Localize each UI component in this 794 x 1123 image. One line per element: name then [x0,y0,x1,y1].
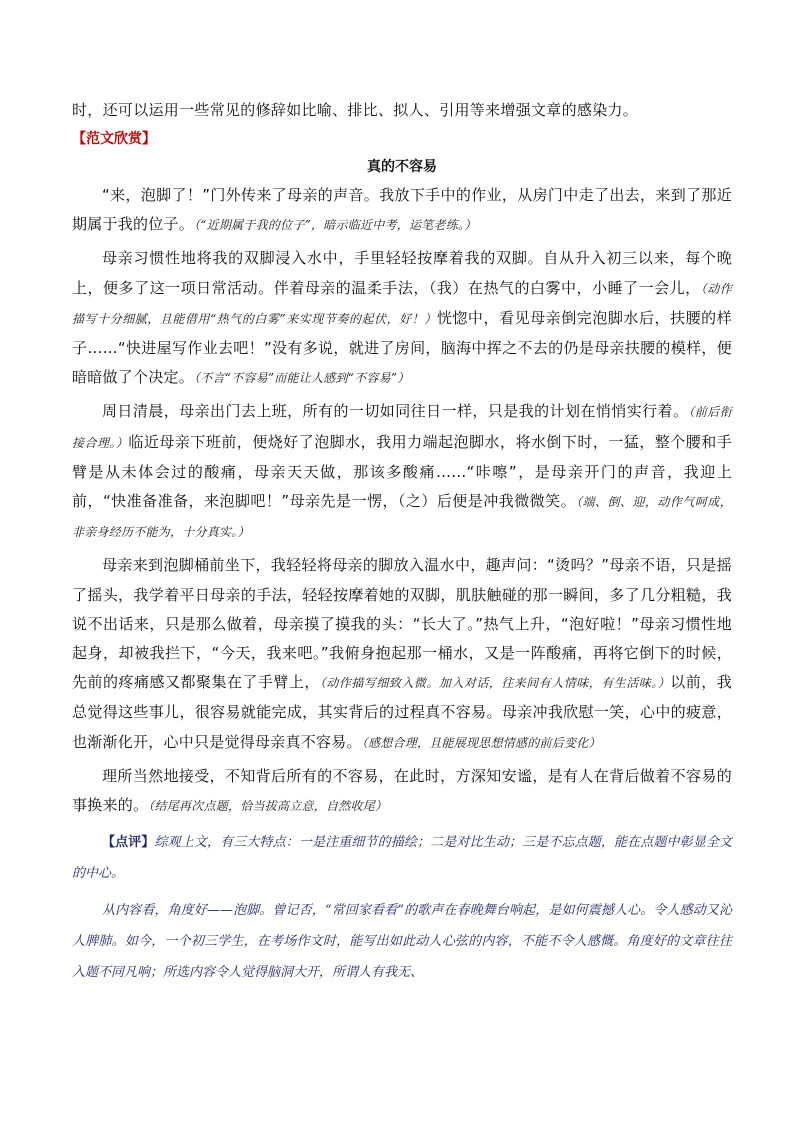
section-tag: 【范文欣赏】 [72,131,156,147]
paragraph-text: 母亲习惯性地将我的双脚浸入水中，手里轻轻按摩着我的双脚。自从升入初三以来，每个晚上，便多了这一项日常活动。伴着母亲的温柔手法，（我）在热气的白雾中，小睡了一会儿， [72,249,732,297]
essay-paragraph-5 [72,762,732,821]
paragraph-text: 临近母亲下班前，便烧好了泡脚水，我用力端起泡脚水，将水倒下时，一猛，整个腰和手臂是从未体会过的酸痛，母亲天天做，那该多酸痛……“咔嚓”，是母亲开门的声音，我迎上前，“快准备准备，来泡脚吧！”母亲先是一愣，（之）后便是冲我微微笑。 [72,432,732,511]
paragraph-text: 恍惚中，看见母亲倒完泡脚水后，扶腰的样子……“快进屋写作业去吧！”没有多说，就进了房间，脑海中挥之不去的仍是母亲扶腰的模样，便暗暗做了个决定。 [72,308,732,387]
annotation: （端、倒、迎，动作气呵成，非亲身经历不能为，十分真实。） [72,495,732,540]
annotation: （动作描写细致入微。加入对话，往来间有人情味，有生活味。） [319,676,671,691]
essay-paragraph-4 [72,551,732,757]
review-text: 综观上文，有三大特点：一是注重细节的描绘；二是对比生动；三是不忘点题，能在点题中彰显全文的中心。 [72,835,732,882]
paragraph-text: 理所当然地接受，不知背后所有的不容易，在此时，方深知安谧，是有人在背后做着不容易的事换来的。 [72,766,732,815]
essay-paragraph-3 [72,397,732,547]
review-paragraph-1 [72,827,732,889]
annotation: （结尾再次点题，恰当拔高立意，自然收尾） [148,799,388,814]
annotation: （不言“不容易”而能让人感到“不容易”） [194,371,410,386]
annotation: （动作描写十分细腻，且能借用“热气的白雾”来实现节奏的起伏，好！） [72,281,732,326]
paragraph-text: 以前，我总觉得这些事儿，很容易就能完成，其实背后的过程真不容易。母亲冲我欣慰一笑，心中的疲意，也渐渐化开，心中只是觉得母亲真不容易。 [72,673,732,751]
review-paragraph-2 [72,895,732,988]
paragraph-text: “来，泡脚了！”门外传来了母亲的声音。我放下手中的作业，从房门中走了出去，来到了那近期属于我的位子。 [72,186,732,234]
annotation: （“近期属于我的位子”，暗示临近中考，运笔老练。） [194,218,477,233]
review-text: 从内容看，角度好——泡脚。曾记否，“常回家看看”的歌声在春晚舞台响起，是如何震撼人心。令人感动又沁人脾肺。如今，一个初三学生，在考场作文时，能写出如此动人心弦的内容，不能不令人感慨。角度好的文章往往入题不同凡响；所选内容令人觉得脑洞大开，所谓人有我无、 [72,903,732,981]
paragraph-text: 周日清晨，母亲出门去上班，所有的一切如同往日一样，只是我的计划在悄悄实行着。 [102,402,689,421]
paragraph-text: 母亲来到泡脚桶前坐下，我轻轻将母亲的脚放入温水中，趣声问：“烫吗？”母亲不语，只是摇了摇头，我学着平日母亲的手法，轻轻按摩着她的双脚，肌肤触碰的那一瞬间，多了几分粗糙，我说不出话来，只是那么做着，母亲摸了摸我的头：“长大了。”热气上升，“泡好啦！”母亲习惯性地起身，却被我拦下，“今天，我来吧。”我俯身抱起那一桶水，又是一阵酸痛，再将它倒下的时候，先前的疼痛感又都聚集在了手臂上， [72,556,732,692]
annotation: （感想合理，且能展现思想情感的前后变化） [361,735,601,750]
essay-paragraph-1 [72,181,732,240]
essay-title: 真的不容易 [367,159,437,175]
document-page [72,96,732,988]
intro-line: 时，还可以运用一些常见的修辞如比喻、排比、拟人、引用等来增强文章的感染力。 [72,101,639,119]
review-tag: 【点评】 [102,835,155,851]
annotation: （前后衔接合理。） [72,405,732,450]
essay-paragraph-2 [72,244,732,393]
